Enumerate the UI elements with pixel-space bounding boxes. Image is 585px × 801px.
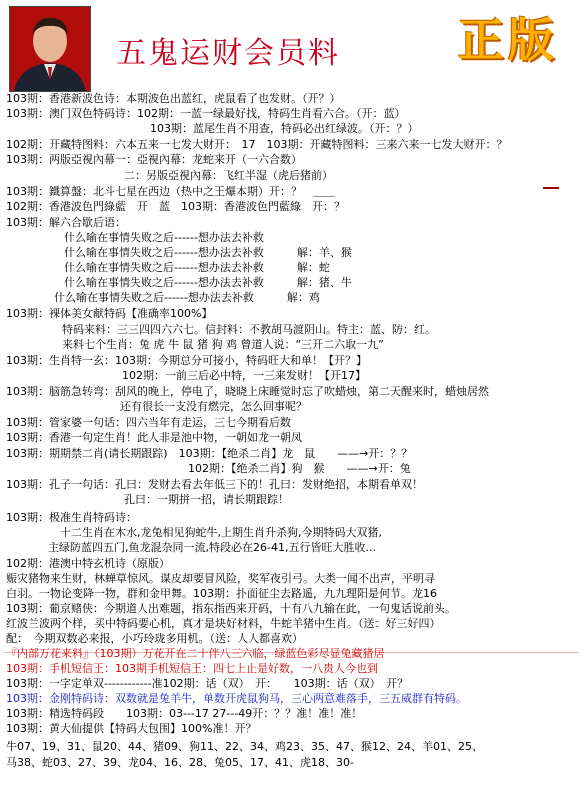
text-line: 103期：裸体美女献特码【准确率100%】 — [6, 307, 213, 320]
text-line: 配： 今期双数必来报，小巧玲珑多用机。（送：人人都喜欢） — [6, 632, 303, 645]
text-line: 103期：生肖特一玄：103期：今期总分可接小，特码旺大和单！【开？】 — [6, 354, 367, 367]
text-line: 什么喻在事情失败之后------想办法去补救 解：鸡 — [54, 291, 320, 304]
text-line: 红波兰波两个样，买中特码要心机，真才是块好材料，牛蛇羊猪中生肖。（送：好三好四） — [6, 617, 441, 630]
text-line: 103期：精选特码段 103期：03---17 27---49开：？？准！准！准！ — [6, 707, 363, 720]
text-line: 什么喻在事情失败之后------想办法去补救 — [64, 231, 264, 244]
text-line: 102期：一前三后必中特，一三来发财！【开17】 — [122, 369, 366, 382]
text-line: 103期：蓝尾生肖不用查，特码必出红绿波。（开：？） — [150, 122, 419, 135]
text-line: 103期：香港一句定生肖！此人非是池中物，一朝如龙一朝凤 — [6, 431, 302, 444]
text-line: 102期：香港波色門綠藍 开 蓝 103期：香港波色門藍綠 开：？ — [6, 200, 345, 213]
text-line: 特码来料：三三四四六六七。信封料：不教胡马渡阴山。特主：蓝、防：红。 — [62, 323, 436, 336]
text-line-blue: 103期：金刚特码诗：双数就是兔羊牛，单数开虎鼠狗马，三心两意难落手，三五威群有特码。 — [6, 692, 467, 705]
text-line: 103期：黄大仙提供【特码大包围】100%准！开？ — [6, 722, 257, 735]
text-line: 102期：【绝杀二肖】狗 猴 ——→开：兔 — [188, 462, 411, 475]
text-line: 什么喻在事情失败之后------想办法去补救 解：蛇 — [64, 261, 330, 274]
text-line: 103期：两版亞視內幕一：亞視內幕：龙蛇来开（一六合数） — [6, 153, 302, 166]
text-line: 103期：澳门双色特码诗：102期：一蓝一绿最好找，特码生肖看六合。（开：蓝） — [6, 107, 406, 120]
text-line: 103期：极准生肖特码诗： — [6, 511, 137, 524]
text-line-red: 103期：手机短信王：103期手机短信王：四七上止是好数，一八贵人今也到 — [6, 662, 378, 675]
text-line: 来料七个生肖：兔 虎 牛 鼠 猪 狗 鸡 曾道人说：“三开二六取一九” — [62, 338, 384, 351]
decorative-dash — [543, 187, 559, 189]
text-line: 十二生肖在木水,龙兔相见狗蛇牛,上期生肖升杀狗,今期特码大双猪, — [60, 526, 382, 539]
text-line: 马38、蛇03、27、39、龙04、16、28、兔05、17、41、虎18、30- — [6, 756, 354, 769]
text-line: 103期：期期禁二肖(请长期跟踪) 103期：【绝杀二肖】龙 鼠 ——→开：？？ — [6, 447, 413, 460]
page-title: 五鬼运财会员料 — [116, 36, 340, 71]
text-line: 什么喻在事情失败之后------想办法去补救 解：羊、猴 — [64, 246, 352, 259]
text-line: 103期：一字定单双------------准102期：话（双） 开： 103期：话（双） 开？ — [6, 677, 409, 690]
text-line: 103期：鐵算盤：北斗七星在西边（热中之王爆本期）开：？ ＿＿ — [6, 185, 335, 198]
text-line: 白羽。一物论变降一物，群和金甲舞。103期：扑面征尘去路遥，九九理阳是何节。龙16 — [6, 587, 437, 600]
text-line: 还有很长一支没有燃完，怎么回事呢？ — [120, 400, 307, 413]
text-line: 赈灾猪物来生财，林蝉草惊风。谋皮却要冒风险，奖军夜引弓。大类一闻不出声，平明寻 — [6, 572, 435, 585]
text-line: 牛07、19、31、鼠20、44、猪09、狗11、22、34、鸡23、35、47、猴12、24、羊01、25、 — [6, 740, 483, 753]
text-line: 103期：管家婆一句话：四六当年有走运，三七今期看后数 — [6, 416, 291, 429]
genuine-stamp: 正版 — [458, 13, 558, 67]
text-line: 103期：葡京赌侠：今期道人出难题，指东指西来开码，十有八九输在此，一句鬼话说前头。 — [6, 602, 456, 615]
text-line: 主绿防蓝四五门,鱼龙混杂同一流,特段必在26-41,五行皆旺大胜收... — [48, 541, 376, 554]
text-line: 二：另版亞視內幕：飞红半湿（虎后猪前） — [124, 169, 333, 182]
portrait-photo — [9, 6, 91, 92]
text-line-red: 『内部万花来料』（103期）万花开在二十伴八三六临，绿蓝色彩尽显兔藏猪居 — [6, 647, 385, 660]
text-line: 103期：孔子一句话：孔曰：发财去看去年低三下的！孔曰：发财绝招，本期看单双！ — [6, 478, 423, 491]
text-line: 103期：香港新波色诗：本期波色出蓝红，虎鼠看了也发财。（开？） — [6, 92, 341, 105]
text-line: 103期：脑筋急转弯：刮风的晚上，停电了，晓晓上床睡觉时忘了吹蜡烛，第二天醒来时，蜡烛居然 — [6, 385, 489, 398]
text-line: 什么喻在事情失败之后------想办法去补救 解：猪、牛 — [64, 276, 352, 289]
text-line: 102期：港澳中特玄机诗（原版） — [6, 557, 170, 570]
text-line: 102期：开藏特图料：六本五来一七发大财开： 17 103期：开藏特图料：三来六来一七发大财开：？ — [6, 138, 508, 151]
text-line: 103期：解六合歇后语： — [6, 216, 126, 229]
text-line: 孔曰：一期拼一招，请长期跟踪！ — [124, 493, 289, 506]
